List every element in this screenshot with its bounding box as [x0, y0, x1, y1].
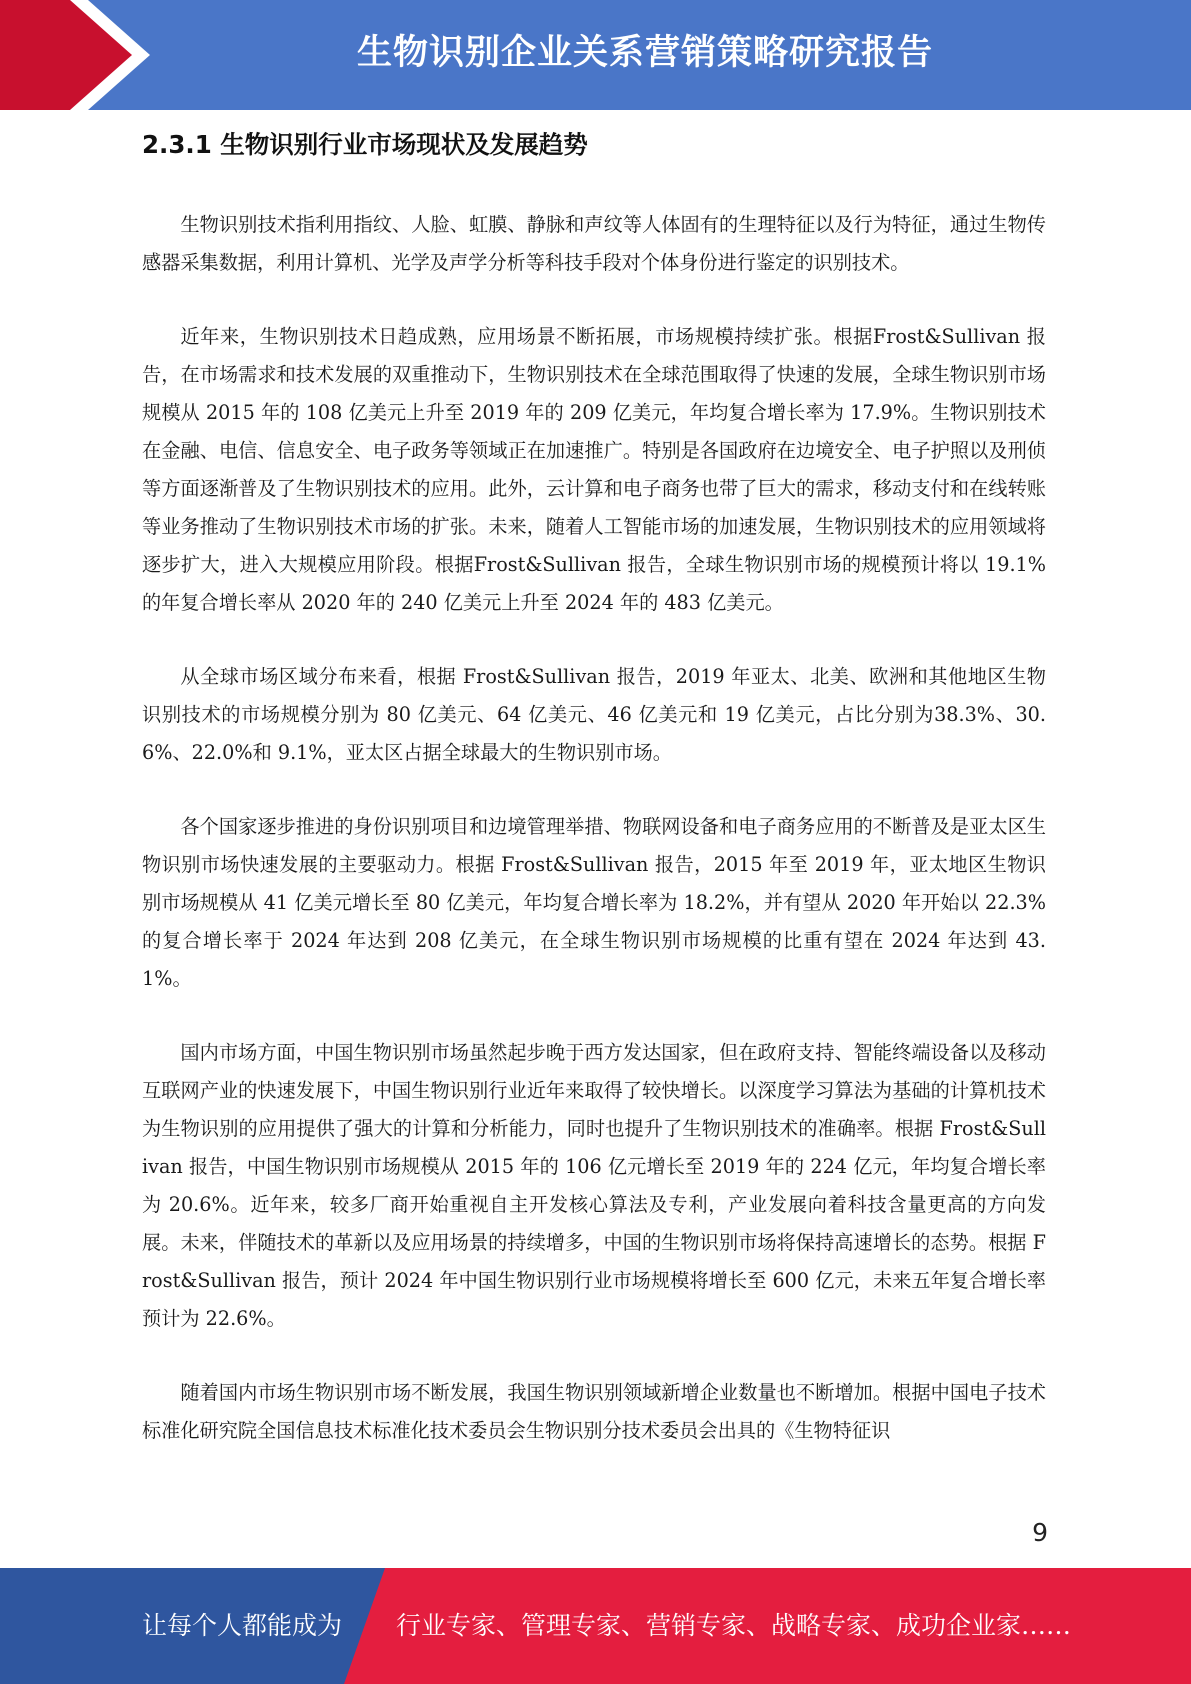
paragraph-global-market: 近年来，生物识别技术日趋成熟，应用场景不断拓展，市场规模持续扩张。根据Frost&Sullivan 报告，在市场需求和技术发展的双重推动下，生物识别技术在全球范围取得了快速的发展，全球生物识别市场规模从 2015 年的 108 亿美元上升至 2019 年的 209 亿美元，年均复合增长率为 17.9%。生物识别技术在金融、电信、信息安全、电子政务等领域正在加速推广。特别是各国政府在边境安全、电子护照以及刑侦等方面逐渐普及了生物识别技术的应用。此外，云计算和电子商务也带了巨大的需求，移动支付和在线转账等业务推动了生物识别技术市场的扩张。未来，随着人工智能市场的加速发展，生物识别技术的应用领域将逐步扩大，进入大规模应用阶段。根据Frost&Sullivan 报告，全球生物识别市场的规模预计将以 19.1%的年复合增长率从 2020 年的 240 亿美元上升至 2024 年的 483 亿美元。 [142, 325, 1046, 614]
report-title: 生物识别企业关系营销策略研究报告 [356, 33, 933, 73]
paragraph-domestic-market: 国内市场方面，中国生物识别市场虽然起步晚于西方发达国家，但在政府支持、智能终端设备以及移动互联网产业的快速发展下，中国生物识别行业近年来取得了较快增长。以深度学习算法为基础的计算机技术为生物识别的应用提供了强大的计算和分析能力，同时也提升了生物识别技术的准确率。根据 Frost&Sullivan 报告，中国生物识别市场规模从 2015 年的 106 亿元增长至 2019 年的 224 亿元，年均复合增长率为 20.6%。近年来，较多厂商开始重视自主开发核心算法及专利，产业发展向着科技含量更高的方向发展。未来，伴随技术的革新以及应用场景的持续增多，中国的生物识别市场将保持高速增长的态势。根据 Frost&Sullivan 报告，预计 2024 年中国生物识别行业市场规模将增长至 600 亿元，未来五年复合增长率预计为 22.6%。 [142, 1041, 1046, 1330]
report-body [142, 206, 1046, 1486]
page-number: 9 [1032, 1518, 1048, 1547]
paragraph-definition: 生物识别技术指利用指纹、人脸、虹膜、静脉和声纹等人体固有的生理特征以及行为特征，通过生物传感器采集数据，利用计算机、光学及声学分析等科技手段对个体身份进行鉴定的识别技术。 [142, 213, 1046, 274]
paragraph-new-enterprises: 随着国内市场生物识别市场不断发展，我国生物识别领域新增企业数量也不断增加。根据中国电子技术标准化研究院全国信息技术标准化技术委员会生物识别分技术委员会出具的《生物特征识 [142, 1381, 1046, 1442]
footer-band [0, 1568, 1191, 1684]
footer-slogan-left: 让每个人都能成为 [142, 1611, 343, 1640]
header-band [0, 0, 1191, 110]
paragraph-asia-pacific: 各个国家逐步推进的身份识别项目和边境管理举措、物联网设备和电子商务应用的不断普及是亚太区生物识别市场快速发展的主要驱动力。根据 Frost&Sullivan 报告，2015 年至 2019 年，亚太地区生物识别市场规模从 41 亿美元增长至 80 亿美元，年均复合增长率为 18.2%，并有望从 2020 年开始以 22.3%的复合增长率于 2024 年达到 208 亿美元，在全球生物识别市场规模的比重有望在 2024 年达到 43.1%。 [142, 815, 1046, 990]
footer-slogan-right: 行业专家、管理专家、营销专家、战略专家、成功企业家…… [396, 1611, 1072, 1640]
paragraph-regional-distribution: 从全球市场区域分布来看，根据 Frost&Sullivan 报告，2019 年亚太、北美、欧洲和其他地区生物识别技术的市场规模分别为 80 亿美元、64 亿美元、46 亿美元和 19 亿美元，占比分别为38.3%、30.6%、22.0%和 9.1%，亚太区占据全球最大的生物识别市场。 [142, 665, 1046, 764]
section-heading: 2.3.1 生物识别行业市场现状及发展趋势 [142, 130, 588, 159]
